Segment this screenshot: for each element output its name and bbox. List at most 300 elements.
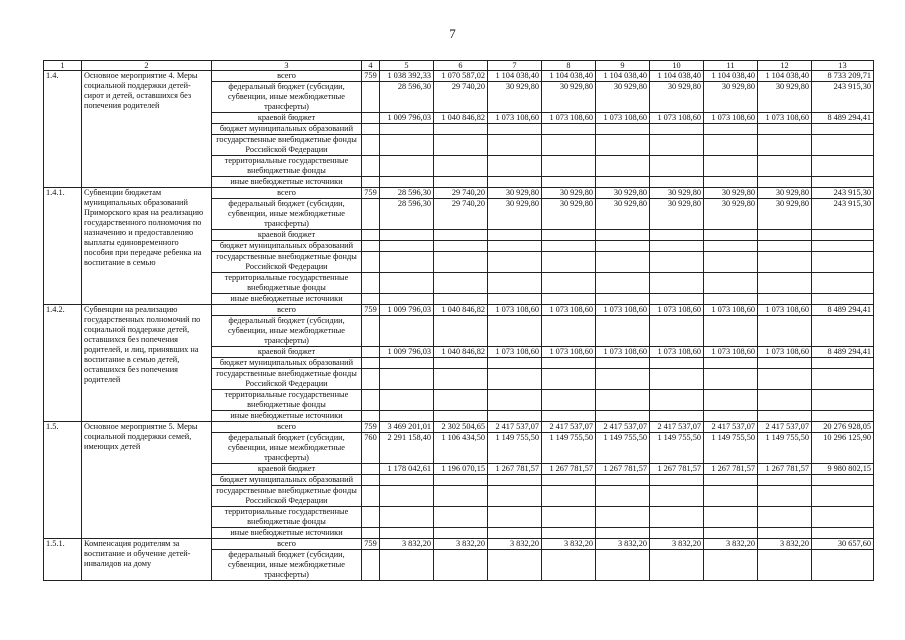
year-value-cell: 30 929,80 [650,199,704,230]
page-number: 7 [449,26,456,41]
year-value-cell: 3 832,20 [650,539,704,550]
table-row [44,188,874,199]
year-value-cell: 1 149 755,50 [650,433,704,464]
year-value-cell: 1 070 587,02 [434,71,488,82]
year-value-cell: 1 073 108,60 [704,347,758,358]
year-value-cell [596,230,650,241]
year-value-cell [488,411,542,422]
funding-source: бюджет муниципальных образований [212,124,362,135]
budget-code [362,475,380,486]
year-value-cell [704,273,758,294]
year-value-cell [434,369,488,390]
year-value-cell [380,177,434,188]
year-value-cell: 2 417 537,07 [758,422,812,433]
year-value-cell [488,475,542,486]
year-value-cell: 1 104 038,40 [650,71,704,82]
year-value-cell [650,369,704,390]
year-value-cell [758,177,812,188]
year-value-cell: 1 073 108,60 [758,113,812,124]
column-header: 7 [488,61,542,71]
column-header: 3 [212,61,362,71]
year-value-cell: 1 009 796,03 [380,113,434,124]
header-row [44,61,874,71]
year-value-cell: 1 038 392,33 [380,71,434,82]
year-value-cell [434,550,488,581]
year-value-cell: 1 104 038,40 [542,71,596,82]
year-value-cell: 1 267 781,57 [758,464,812,475]
year-value-cell [380,230,434,241]
year-value-cell [542,528,596,539]
column-header: 10 [650,61,704,71]
year-value-cell [704,294,758,305]
year-value-cell [434,124,488,135]
year-value-cell [596,316,650,347]
item-number: 1.4.1. [44,188,82,305]
year-value-cell [758,411,812,422]
budget-code [362,230,380,241]
year-value-cell: 1 073 108,60 [488,347,542,358]
item-name: Основное мероприятие 4. Меры социальной поддержки детей-сирот и детей, оставшихся без попечения родителей [82,71,212,188]
item-number: 1.4.2. [44,305,82,422]
year-value-cell: 3 832,20 [542,539,596,550]
year-value-cell [542,369,596,390]
budget-code [362,273,380,294]
year-value-cell [758,475,812,486]
year-value-cell: 1 149 755,50 [704,433,758,464]
year-value-cell [704,550,758,581]
year-value-cell [488,177,542,188]
year-value-cell [542,358,596,369]
year-value-cell: 30 929,80 [542,188,596,199]
year-value-cell: 2 417 537,07 [488,422,542,433]
year-value-cell [596,475,650,486]
funding-source: иные внебюджетные источники [212,177,362,188]
year-value-cell [650,156,704,177]
year-value-cell: 1 106 434,50 [434,433,488,464]
funding-source: всего [212,422,362,433]
budget-code: 759 [362,422,380,433]
year-value-cell [704,358,758,369]
year-value-cell [488,507,542,528]
year-value-cell: 30 929,80 [596,188,650,199]
year-value-cell [380,507,434,528]
year-value-cell [488,369,542,390]
total-cell [812,316,874,347]
year-value-cell: 30 929,80 [542,82,596,113]
funding-source: федеральный бюджет (субсидии, субвенции, иные межбюджетные трансферты) [212,433,362,464]
budget-code [362,464,380,475]
year-value-cell: 30 929,80 [704,82,758,113]
total-cell [812,252,874,273]
year-value-cell [650,230,704,241]
year-value-cell [380,358,434,369]
funding-source: государственные внебюджетные фонды Российской Федерации [212,486,362,507]
year-value-cell [380,550,434,581]
year-value-cell [542,135,596,156]
year-value-cell [434,316,488,347]
budget-code [362,369,380,390]
year-value-cell [704,252,758,273]
year-value-cell [380,369,434,390]
column-header: 9 [596,61,650,71]
funding-source: всего [212,188,362,199]
year-value-cell: 30 929,80 [488,199,542,230]
year-value-cell [596,411,650,422]
total-cell [812,390,874,411]
year-value-cell [650,486,704,507]
year-value-cell [542,273,596,294]
year-value-cell [380,135,434,156]
year-value-cell [596,124,650,135]
year-value-cell: 2 302 504,65 [434,422,488,433]
column-header: 12 [758,61,812,71]
year-value-cell: 30 929,80 [650,188,704,199]
budget-code: 759 [362,305,380,316]
year-value-cell [704,124,758,135]
year-value-cell [380,241,434,252]
year-value-cell: 1 104 038,40 [758,71,812,82]
year-value-cell: 1 073 108,60 [704,305,758,316]
table-row [44,539,874,550]
item-number: 1.5.1. [44,539,82,581]
year-value-cell [488,294,542,305]
year-value-cell [758,230,812,241]
year-value-cell [596,486,650,507]
year-value-cell [380,528,434,539]
year-value-cell [650,252,704,273]
funding-source: территориальные государственные внебюджетные фонды [212,390,362,411]
year-value-cell: 3 832,20 [488,539,542,550]
budget-code [362,113,380,124]
year-value-cell: 3 469 201,01 [380,422,434,433]
year-value-cell: 29 740,20 [434,199,488,230]
year-value-cell [704,135,758,156]
year-value-cell [758,528,812,539]
year-value-cell [596,294,650,305]
year-value-cell: 1 073 108,60 [704,113,758,124]
year-value-cell [542,294,596,305]
year-value-cell: 1 104 038,40 [596,71,650,82]
funding-source: федеральный бюджет (субсидии, субвенции, иные межбюджетные трансферты) [212,82,362,113]
year-value-cell: 2 417 537,07 [704,422,758,433]
year-value-cell [488,241,542,252]
year-value-cell [704,390,758,411]
year-value-cell: 2 417 537,07 [596,422,650,433]
year-value-cell [704,528,758,539]
year-value-cell [758,316,812,347]
year-value-cell [704,177,758,188]
funding-source: территориальные государственные внебюджетные фонды [212,156,362,177]
year-value-cell [542,475,596,486]
budget-code: 759 [362,539,380,550]
year-value-cell: 28 596,30 [380,199,434,230]
total-cell: 30 657,60 [812,539,874,550]
year-value-cell [758,135,812,156]
year-value-cell [758,252,812,273]
total-cell: 10 296 125,90 [812,433,874,464]
year-value-cell [596,156,650,177]
year-value-cell [542,507,596,528]
year-value-cell: 3 832,20 [758,539,812,550]
year-value-cell: 1 073 108,60 [650,347,704,358]
year-value-cell: 30 929,80 [704,188,758,199]
year-value-cell [704,369,758,390]
budget-code: 759 [362,188,380,199]
year-value-cell [704,507,758,528]
year-value-cell [596,369,650,390]
total-cell: 8 489 294,41 [812,113,874,124]
funding-source: государственные внебюджетные фонды Российской Федерации [212,135,362,156]
item-name: Субвенции бюджетам муниципальных образований Приморского края на реализацию государственного полномочия по назначению и предоставлению выплаты единовременного пособия при передаче ребенка на воспитание в семью [82,188,212,305]
year-value-cell [434,486,488,507]
item-name: Компенсация родителям за воспитание и обучение детей-инвалидов на дому [82,539,212,581]
year-value-cell [596,241,650,252]
year-value-cell [434,528,488,539]
year-value-cell [434,156,488,177]
column-header: 2 [82,61,212,71]
year-value-cell [488,135,542,156]
year-value-cell [596,177,650,188]
year-value-cell: 3 832,20 [596,539,650,550]
year-value-cell [434,273,488,294]
column-header: 1 [44,61,82,71]
budget-code [362,156,380,177]
funding-source: краевой бюджет [212,230,362,241]
year-value-cell [704,156,758,177]
year-value-cell: 1 149 755,50 [596,433,650,464]
year-value-cell [542,241,596,252]
year-value-cell [542,252,596,273]
year-value-cell: 1 040 846,82 [434,113,488,124]
year-value-cell [650,507,704,528]
year-value-cell [542,486,596,507]
year-value-cell: 30 929,80 [650,82,704,113]
year-value-cell [650,124,704,135]
funding-source: федеральный бюджет (субсидии, субвенции, иные межбюджетные трансферты) [212,199,362,230]
budget-code [362,528,380,539]
year-value-cell: 1 267 781,57 [704,464,758,475]
funding-source: территориальные государственные внебюджетные фонды [212,507,362,528]
year-value-cell [542,411,596,422]
column-header: 5 [380,61,434,71]
year-value-cell: 2 417 537,07 [650,422,704,433]
total-cell [812,230,874,241]
funding-source: федеральный бюджет (субсидии, субвенции, иные межбюджетные трансферты) [212,550,362,581]
budget-code [362,294,380,305]
year-value-cell: 29 740,20 [434,82,488,113]
funding-source: краевой бюджет [212,464,362,475]
year-value-cell [704,241,758,252]
year-value-cell [434,390,488,411]
year-value-cell [650,358,704,369]
year-value-cell [488,273,542,294]
column-header: 6 [434,61,488,71]
year-value-cell [488,316,542,347]
table-row [44,305,874,316]
budget-code [362,411,380,422]
year-value-cell [488,358,542,369]
year-value-cell: 1 073 108,60 [758,305,812,316]
year-value-cell [650,475,704,486]
year-value-cell [758,241,812,252]
budget-code [362,486,380,507]
year-value-cell [758,550,812,581]
item-number: 1.5. [44,422,82,539]
year-value-cell: 2 291 158,40 [380,433,434,464]
budget-code [362,550,380,581]
year-value-cell [650,273,704,294]
year-value-cell [380,273,434,294]
year-value-cell: 1 073 108,60 [650,305,704,316]
year-value-cell: 1 073 108,60 [650,113,704,124]
budget-code [362,347,380,358]
year-value-cell [434,177,488,188]
year-value-cell: 1 196 070,15 [434,464,488,475]
funding-source: иные внебюджетные источники [212,411,362,422]
year-value-cell [596,507,650,528]
budget-code [362,135,380,156]
year-value-cell [380,252,434,273]
year-value-cell [488,550,542,581]
year-value-cell [434,358,488,369]
total-cell [812,550,874,581]
item-name: Основное мероприятие 5. Меры социальной поддержки семей, имеющих детей [82,422,212,539]
total-cell [812,528,874,539]
funding-source: краевой бюджет [212,347,362,358]
year-value-cell [542,230,596,241]
total-cell [812,369,874,390]
funding-source: иные внебюджетные источники [212,294,362,305]
year-value-cell [704,486,758,507]
year-value-cell [596,358,650,369]
year-value-cell [758,486,812,507]
total-cell [812,273,874,294]
year-value-cell: 3 832,20 [380,539,434,550]
year-value-cell: 1 149 755,50 [488,433,542,464]
year-value-cell: 1 073 108,60 [596,347,650,358]
year-value-cell: 30 929,80 [542,199,596,230]
year-value-cell [650,177,704,188]
year-value-cell [650,135,704,156]
total-cell: 243 915,30 [812,82,874,113]
year-value-cell [596,135,650,156]
budget-table [43,60,874,581]
year-value-cell [650,411,704,422]
funding-source: бюджет муниципальных образований [212,358,362,369]
column-header: 11 [704,61,758,71]
total-cell [812,507,874,528]
year-value-cell: 1 267 781,57 [542,464,596,475]
year-value-cell: 1 149 755,50 [758,433,812,464]
year-value-cell: 1 073 108,60 [488,113,542,124]
year-value-cell [434,230,488,241]
year-value-cell: 1 073 108,60 [542,113,596,124]
total-cell: 8 489 294,41 [812,347,874,358]
year-value-cell: 1 149 755,50 [542,433,596,464]
total-cell [812,475,874,486]
year-value-cell: 1 073 108,60 [542,305,596,316]
funding-source: всего [212,305,362,316]
budget-code [362,124,380,135]
budget-code [362,199,380,230]
year-value-cell: 1 073 108,60 [596,305,650,316]
year-value-cell [596,550,650,581]
funding-source: территориальные государственные внебюджетные фонды [212,273,362,294]
budget-code: 760 [362,433,380,464]
year-value-cell [542,390,596,411]
year-value-cell [434,252,488,273]
year-value-cell: 1 009 796,03 [380,305,434,316]
budget-code [362,316,380,347]
total-cell: 20 276 928,05 [812,422,874,433]
funding-source: иные внебюджетные источники [212,528,362,539]
year-value-cell [434,135,488,156]
year-value-cell: 28 596,30 [380,82,434,113]
budget-code [362,358,380,369]
year-value-cell [704,230,758,241]
total-cell: 9 980 802,15 [812,464,874,475]
funding-source: федеральный бюджет (субсидии, субвенции, иные межбюджетные трансферты) [212,316,362,347]
year-value-cell [704,411,758,422]
year-value-cell [380,390,434,411]
budget-table-body [44,61,874,581]
year-value-cell: 30 929,80 [488,82,542,113]
year-value-cell: 3 832,20 [704,539,758,550]
year-value-cell [650,241,704,252]
table-row [44,422,874,433]
year-value-cell [650,550,704,581]
year-value-cell: 2 417 537,07 [542,422,596,433]
year-value-cell [488,528,542,539]
year-value-cell: 1 040 846,82 [434,347,488,358]
funding-source: всего [212,539,362,550]
year-value-cell: 1 178 042,61 [380,464,434,475]
total-cell: 243 915,30 [812,199,874,230]
year-value-cell [380,411,434,422]
funding-source: бюджет муниципальных образований [212,241,362,252]
funding-source: всего [212,71,362,82]
total-cell: 8 489 294,41 [812,305,874,316]
year-value-cell [650,316,704,347]
year-value-cell [758,507,812,528]
budget-code [362,241,380,252]
year-value-cell: 1 040 846,82 [434,305,488,316]
year-value-cell [488,124,542,135]
year-value-cell: 28 596,30 [380,188,434,199]
year-value-cell [758,358,812,369]
table-row [44,71,874,82]
total-cell [812,241,874,252]
year-value-cell [380,124,434,135]
funding-source: бюджет муниципальных образований [212,475,362,486]
year-value-cell [488,230,542,241]
year-value-cell [380,156,434,177]
year-value-cell [758,124,812,135]
funding-source: краевой бюджет [212,113,362,124]
year-value-cell: 1 267 781,57 [650,464,704,475]
column-header: 8 [542,61,596,71]
year-value-cell: 1 104 038,40 [704,71,758,82]
year-value-cell: 30 929,80 [758,199,812,230]
year-value-cell [380,475,434,486]
year-value-cell [434,411,488,422]
year-value-cell: 30 929,80 [488,188,542,199]
year-value-cell [434,294,488,305]
year-value-cell [542,156,596,177]
item-number: 1.4. [44,71,82,188]
budget-code: 759 [362,71,380,82]
year-value-cell [542,177,596,188]
